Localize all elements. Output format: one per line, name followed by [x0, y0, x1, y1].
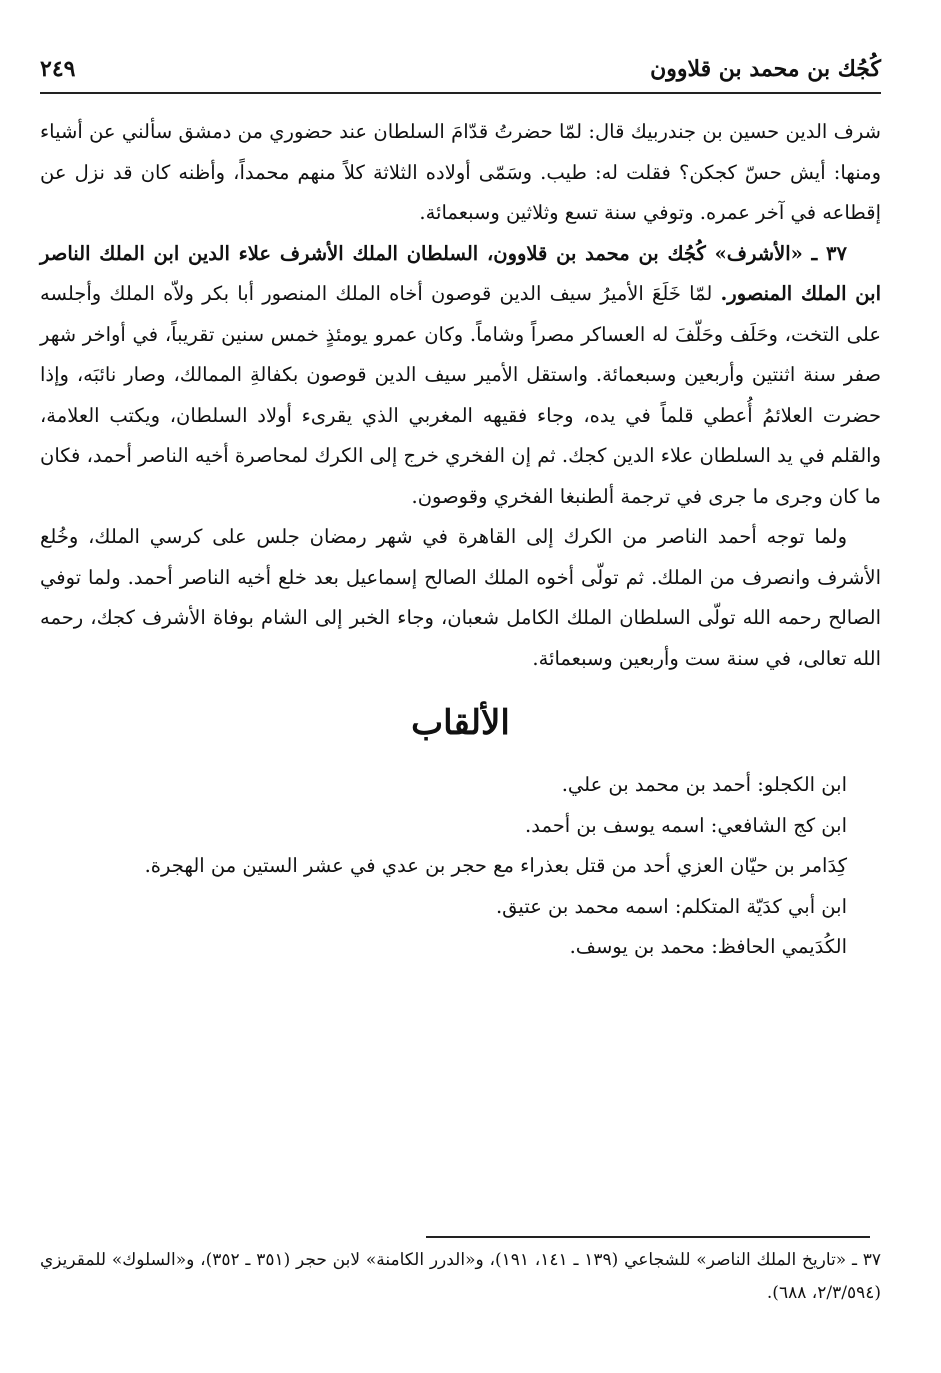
footnotes: [40, 1244, 881, 1310]
footnote-37: ٣٧ ـ «تاريخ الملك الناصر» للشجاعي (١٣٩ ـ ١٤١، ١٩١)، و«الدرر الكامنة» لابن حجر (٣٥١ ـ ٣٥٢)، و«السلوك» للمقريزي (٢/٣/٥٩٤، ٦٨٨).: [40, 1250, 882, 1303]
page-number: ٢٤٩: [40, 56, 76, 82]
running-title: كُجُك بن محمد بن قلاوون: [650, 56, 881, 82]
page-header: [40, 52, 881, 94]
alqab-entry: ابن كج الشافعي: اسمه يوسف بن أحمد.: [525, 813, 847, 837]
footnote-divider: [426, 1236, 870, 1238]
main-text: [40, 112, 881, 968]
entry-37: [40, 234, 881, 518]
section-heading-alqab: الألقاب: [411, 703, 510, 743]
alqab-entry: ابن أبي كدَيّة المتكلم: اسمه محمد بن عتيق.: [495, 894, 847, 918]
paragraph-ashraf-deposed: ولما توجه أحمد الناصر من الكرك إلى القاهرة في شهر رمضان جلس على كرسي الملك، وخُلع الأشرف وانصرف من الملك. ثم تولّى أخوه الملك الصالح إسماعيل بعد خلع أخيه الناصر أحمد. ولما توفي الصالح رحمه الله تولّى السلطان الملك الكامل شعبان، وجاء الخبر إلى الشام بوفاة الأشرف كجك، رحمه الله تعالى، في سنة ست وأربعين وسبعمائة.: [40, 525, 881, 670]
entry-37-text: لمّا خَلَعَ الأميرُ سيف الدين قوصون أخاه الملك المنصور أبا بكر ولاّه الملك وأجلسه على التخت، وحَلَف وحَلّفَ له العساكر مصراً وشاماً. وكان عمرو يومئذٍ خمس سنين تقريباً، في أواخر شهر صفر سنة اثنتين وأربعين وسبعمائة. واستقل الأمير سيف الدين قوصون بكفالةِ الممالك، وصار نائبَه، وإذا حضرت العلائمُ أُعطي قلماً في يده، وجاء فقيهه المغربي الذي يقرىء أولاد السلطان، ويكتب العلامة، والقلم في يد السلطان علاء الدين كجك. ثم إن الفخري خرج إلى الكرك لمحاصرة أخيه الناصر أحمد، فكان ما كان وجرى ما جرى في ترجمة ألطنبغا الفخري وقوصون.: [40, 282, 881, 508]
alqab-entry: ابن الكجلو: أحمد بن محمد بن علي.: [561, 773, 847, 796]
entry-37-heading: ٣٧ ـ «الأشرف» كُجُك بن محمد بن قلاوون، السلطان الملك الأشرف علاء الدين ابن الملك الناصر ابن الملك المنصور.: [40, 241, 881, 305]
alqab-entry: الكُدَيمي الحافظ: محمد بن يوسف.: [569, 935, 847, 958]
paragraph-continued-entry: شرف الدين حسين بن جندربيك قال: لمّا حضرتُ قدّامَ السلطان عند حضوري من دمشق سألني عن أشياء ومنها: أيش حسّ كجكن؟ فقلت له: طيب. وسَمّى أولاده الثلاثة كلاً منهم محمداً، وأظنه كان قد نزل عن إقطاعه في آخر عمره. وتوفي سنة تسع وثلاثين وسبعمائة.: [40, 120, 881, 224]
alqab-entry: كِدَامر بن حيّان العزي أحد من قتل بعذراء مع حجر بن عدي في عشر الستين من الهجرة.: [144, 854, 847, 877]
